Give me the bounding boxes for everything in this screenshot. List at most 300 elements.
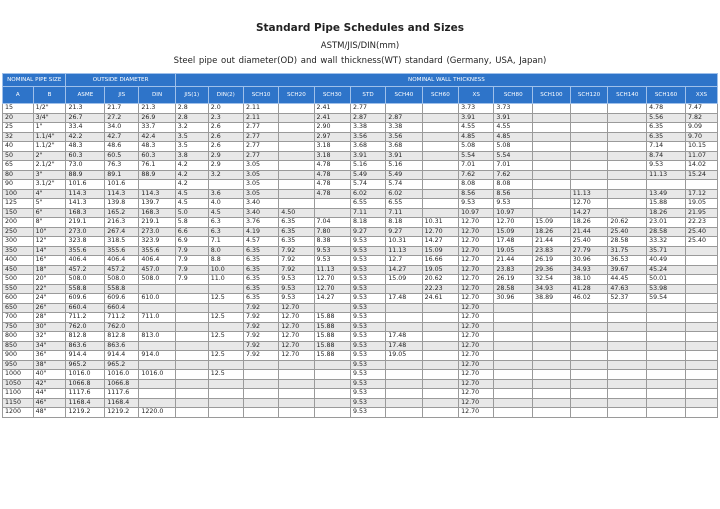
table-cell: 165.2 [105, 208, 139, 218]
table-cell: 9.53 [459, 199, 494, 209]
table-cell: 9.53 [350, 256, 385, 266]
table-cell: 7.14 [647, 142, 686, 152]
table-cell [608, 370, 647, 380]
table-cell: 7.92 [243, 303, 278, 313]
table-cell: 9.70 [685, 132, 717, 142]
table-cell [279, 398, 314, 408]
table-cell: 7.92 [279, 256, 314, 266]
table-cell [279, 370, 314, 380]
table-cell: 7.9 [175, 256, 208, 266]
column-header-sch40: SCH40 [386, 87, 422, 104]
table-cell [608, 408, 647, 418]
table-cell: 150 [3, 208, 34, 218]
table-cell [279, 360, 314, 370]
table-cell: 6.35 [243, 294, 278, 304]
table-cell [139, 360, 175, 370]
table-cell: 813.0 [139, 332, 175, 342]
table-cell: 3.2 [208, 170, 243, 180]
table-cell [608, 360, 647, 370]
table-cell [685, 398, 717, 408]
table-cell [685, 408, 717, 418]
table-cell: 7.92 [243, 332, 278, 342]
table-cell: 219.1 [66, 218, 105, 228]
table-cell: 39.67 [608, 265, 647, 275]
table-cell: 6.35 [279, 237, 314, 247]
table-cell: 12.70 [459, 322, 494, 332]
table-cell: 48.6 [105, 142, 139, 152]
table-cell: 12.70 [279, 303, 314, 313]
table-cell: 3.05 [243, 170, 278, 180]
table-cell [243, 398, 278, 408]
table-cell: 76.1 [139, 161, 175, 171]
table-cell: 250 [3, 227, 34, 237]
table-cell: 9.53 [314, 256, 350, 266]
table-cell [139, 398, 175, 408]
table-cell [533, 379, 571, 389]
table-cell: 8.08 [494, 180, 533, 190]
table-cell: 34.0 [105, 123, 139, 133]
table-cell [608, 332, 647, 342]
table-cell: 1/2" [33, 104, 66, 114]
table-cell: 26.9 [139, 113, 175, 123]
table-row [3, 313, 718, 323]
table-cell: 20.62 [422, 275, 458, 285]
table-cell: 609.6 [105, 294, 139, 304]
table-cell: 711.2 [105, 313, 139, 323]
table-cell: 11.13 [570, 189, 608, 199]
table-cell [533, 170, 571, 180]
table-cell: 34" [33, 341, 66, 351]
table-cell: 2.41 [314, 104, 350, 114]
table-cell [533, 123, 571, 133]
table-cell: 26" [33, 303, 66, 313]
table-cell: 7.92 [243, 322, 278, 332]
column-header-xs: XS [459, 87, 494, 104]
table-cell: 3.18 [314, 151, 350, 161]
table-cell [243, 408, 278, 418]
table-cell: 600 [3, 294, 34, 304]
table-cell: 3.40 [243, 208, 278, 218]
table-cell: 200 [3, 218, 34, 228]
table-cell: 14.27 [314, 294, 350, 304]
table-cell: 558.8 [105, 284, 139, 294]
table-cell: 11.13 [386, 246, 422, 256]
table-cell: 1117.6 [66, 389, 105, 399]
table-cell: 355.6 [105, 246, 139, 256]
table-cell: 12.70 [459, 332, 494, 342]
table-cell [208, 398, 243, 408]
table-cell: 14.27 [422, 237, 458, 247]
table-cell: 18.26 [533, 227, 571, 237]
table-cell [175, 322, 208, 332]
table-cell: 4.0 [208, 199, 243, 209]
table-cell [608, 322, 647, 332]
table-cell: 350 [3, 246, 34, 256]
table-cell: 7.01 [494, 161, 533, 171]
table-cell: 33.32 [647, 237, 686, 247]
table-cell: 12.70 [279, 322, 314, 332]
table-cell: 48" [33, 408, 66, 418]
table-cell: 44" [33, 389, 66, 399]
table-cell: 9.53 [350, 284, 385, 294]
table-cell: 17.48 [386, 294, 422, 304]
pipe-schedule-table [2, 73, 718, 418]
table-cell [175, 379, 208, 389]
table-cell [279, 180, 314, 190]
table-cell [422, 370, 458, 380]
column-header-din: DIN [139, 87, 175, 104]
table-cell: 30" [33, 322, 66, 332]
table-cell: 29.36 [533, 265, 571, 275]
table-cell: 12.70 [494, 218, 533, 228]
table-cell [139, 284, 175, 294]
table-cell: 21.44 [494, 256, 533, 266]
outside-diameter-header: OUTSIDE DIAMETER [66, 74, 175, 87]
table-cell: 610.0 [139, 294, 175, 304]
table-cell [279, 104, 314, 114]
table-cell: 8.56 [494, 189, 533, 199]
table-cell: 21.3 [66, 104, 105, 114]
standards-subtitle: ASTM/JIS/DIN(mm) [320, 41, 400, 51]
table-row [3, 237, 718, 247]
table-cell: 19.05 [386, 351, 422, 361]
table-cell: 355.6 [66, 246, 105, 256]
table-row [3, 389, 718, 399]
table-cell: 7.9 [175, 275, 208, 285]
table-cell [494, 360, 533, 370]
table-cell: 5.8 [175, 218, 208, 228]
table-cell [570, 322, 608, 332]
table-cell: 3.18 [314, 142, 350, 152]
table-cell: 9.53 [350, 379, 385, 389]
table-cell: 6.35 [243, 246, 278, 256]
table-cell: 9.53 [350, 265, 385, 275]
table-cell [533, 341, 571, 351]
table-cell [685, 360, 717, 370]
table-cell [279, 142, 314, 152]
table-cell [386, 284, 422, 294]
table-cell [570, 313, 608, 323]
table-cell: 21.7 [105, 104, 139, 114]
table-cell: 1.1/2" [33, 142, 66, 152]
table-cell: 6.3 [208, 227, 243, 237]
table-row [3, 123, 718, 133]
table-cell: 12.5 [208, 313, 243, 323]
table-cell [386, 389, 422, 399]
table-row [3, 180, 718, 190]
table-cell: 6" [33, 208, 66, 218]
table-cell [139, 322, 175, 332]
table-cell: 42" [33, 379, 66, 389]
table-cell [533, 322, 571, 332]
table-cell [422, 303, 458, 313]
table-cell [422, 199, 458, 209]
table-cell: 2.90 [314, 123, 350, 133]
table-cell: 12.70 [459, 246, 494, 256]
table-cell: 323.8 [66, 237, 105, 247]
table-cell: 1.1/4" [33, 132, 66, 142]
table-cell: 35.71 [647, 246, 686, 256]
table-cell [208, 322, 243, 332]
table-cell: 2.8 [175, 104, 208, 114]
table-cell: 12.70 [314, 284, 350, 294]
table-cell: 16" [33, 256, 66, 266]
table-cell: 34.93 [570, 265, 608, 275]
table-cell: 4.2 [175, 180, 208, 190]
table-cell: 14.27 [386, 265, 422, 275]
table-cell [314, 360, 350, 370]
table-row [3, 208, 718, 218]
table-cell: 18.26 [647, 208, 686, 218]
table-cell: 2.77 [243, 132, 278, 142]
table-cell: 100 [3, 189, 34, 199]
table-cell [647, 408, 686, 418]
table-cell [570, 389, 608, 399]
table-cell: 914.4 [105, 351, 139, 361]
table-cell: 6.55 [386, 199, 422, 209]
table-cell [279, 123, 314, 133]
table-cell [386, 408, 422, 418]
table-cell [608, 208, 647, 218]
table-cell: 30.96 [570, 256, 608, 266]
table-cell: 14" [33, 246, 66, 256]
table-cell: 19.05 [494, 246, 533, 256]
table-cell: 7.01 [459, 161, 494, 171]
column-header-sch140: SCH140 [608, 87, 647, 104]
table-cell: 800 [3, 332, 34, 342]
table-cell: 2.6 [208, 142, 243, 152]
table-cell: 15.24 [685, 170, 717, 180]
column-header-sch60: SCH60 [422, 87, 458, 104]
table-cell [533, 351, 571, 361]
table-cell [608, 104, 647, 114]
table-cell: 609.6 [66, 294, 105, 304]
table-cell: 28.58 [647, 227, 686, 237]
table-cell [314, 379, 350, 389]
table-cell: 2.9 [208, 151, 243, 161]
table-cell: 25.40 [685, 227, 717, 237]
table-cell: 22.23 [422, 284, 458, 294]
table-cell: 42.4 [139, 132, 175, 142]
table-cell [175, 370, 208, 380]
table-cell: 3.38 [386, 123, 422, 133]
table-cell: 2.3 [208, 113, 243, 123]
table-row [3, 132, 718, 142]
table-cell: 9.53 [350, 237, 385, 247]
table-cell [422, 113, 458, 123]
table-cell: 20" [33, 275, 66, 285]
table-cell: 12.5 [208, 294, 243, 304]
table-row [3, 332, 718, 342]
table-cell: 21.44 [533, 237, 571, 247]
table-cell: 9.53 [279, 284, 314, 294]
table-cell: 4.5 [175, 199, 208, 209]
table-cell [533, 313, 571, 323]
table-cell [422, 142, 458, 152]
table-cell: 6.35 [243, 265, 278, 275]
table-cell: 3.76 [243, 218, 278, 228]
table-cell [279, 151, 314, 161]
table-cell: 3.6 [208, 189, 243, 199]
table-cell [494, 332, 533, 342]
table-cell: 10.97 [459, 208, 494, 218]
column-header-sch120: SCH120 [570, 87, 608, 104]
table-cell: 1219.2 [105, 408, 139, 418]
table-cell [533, 199, 571, 209]
column-header-sch30: SCH30 [314, 87, 350, 104]
table-cell [422, 189, 458, 199]
table-cell: 5.54 [494, 151, 533, 161]
table-cell [139, 180, 175, 190]
table-cell: 12.70 [459, 398, 494, 408]
column-header-jis: JIS [105, 87, 139, 104]
table-cell [386, 360, 422, 370]
table-cell: 12.70 [279, 332, 314, 342]
table-cell: 914.4 [66, 351, 105, 361]
table-cell: 9.53 [647, 161, 686, 171]
table-cell: 10.31 [422, 218, 458, 228]
table-cell: 4.2 [175, 170, 208, 180]
table-cell [570, 370, 608, 380]
table-cell: 4.78 [314, 161, 350, 171]
table-cell: 3.91 [494, 113, 533, 123]
table-cell [314, 303, 350, 313]
table-cell: 900 [3, 351, 34, 361]
table-cell: 23.83 [494, 265, 533, 275]
table-cell [647, 180, 686, 190]
table-cell [422, 332, 458, 342]
table-cell [608, 170, 647, 180]
table-cell: 965.2 [105, 360, 139, 370]
table-cell [422, 351, 458, 361]
table-cell: 9.27 [386, 227, 422, 237]
table-cell: 8.74 [647, 151, 686, 161]
table-cell: 20 [3, 113, 34, 123]
table-cell: 508.0 [105, 275, 139, 285]
table-body [3, 104, 718, 418]
table-cell: 4" [33, 189, 66, 199]
table-cell: 50 [3, 151, 34, 161]
table-cell: 7.92 [279, 265, 314, 275]
table-row [3, 379, 718, 389]
table-cell: 2.77 [243, 142, 278, 152]
table-cell: 12.70 [459, 408, 494, 418]
table-cell: 457.2 [66, 265, 105, 275]
table-cell: 88.9 [139, 170, 175, 180]
table-cell: 4.5 [208, 208, 243, 218]
table-cell: 48.3 [139, 142, 175, 152]
table-cell: 3.05 [243, 180, 278, 190]
table-cell [608, 132, 647, 142]
table-cell: 4.57 [243, 237, 278, 247]
table-cell: 12.70 [459, 218, 494, 228]
table-cell [647, 341, 686, 351]
document-header [0, 0, 720, 72]
table-row [3, 322, 718, 332]
table-cell [279, 379, 314, 389]
table-cell: 2.8 [175, 113, 208, 123]
table-cell [175, 408, 208, 418]
table-cell: 2.77 [350, 104, 385, 114]
table-cell: 762.0 [66, 322, 105, 332]
table-cell [175, 294, 208, 304]
table-cell: 3.8 [175, 151, 208, 161]
table-cell [314, 370, 350, 380]
table-cell [422, 322, 458, 332]
table-cell: 12.70 [459, 284, 494, 294]
table-cell [422, 151, 458, 161]
table-row [3, 360, 718, 370]
table-cell: 7.92 [243, 351, 278, 361]
table-cell: 812.8 [105, 332, 139, 342]
table-cell: 15.88 [647, 199, 686, 209]
table-cell: 13.49 [647, 189, 686, 199]
table-row [3, 370, 718, 380]
column-header-std: STD [350, 87, 385, 104]
table-cell: 10.97 [494, 208, 533, 218]
table-cell: 12.70 [459, 303, 494, 313]
table-cell: 863.6 [105, 341, 139, 351]
table-cell [314, 208, 350, 218]
table-cell [533, 303, 571, 313]
table-cell: 12.70 [459, 275, 494, 285]
table-cell: 23.83 [533, 246, 571, 256]
table-cell: 12.70 [570, 199, 608, 209]
table-cell: 30.96 [494, 294, 533, 304]
table-cell [139, 341, 175, 351]
table-cell: 6.35 [279, 227, 314, 237]
table-cell: 33.4 [66, 123, 105, 133]
table-cell: 9.53 [314, 246, 350, 256]
table-row [3, 303, 718, 313]
table-cell: 914.0 [139, 351, 175, 361]
table-cell: 14.02 [685, 161, 717, 171]
table-cell: 400 [3, 256, 34, 266]
table-cell: 46" [33, 398, 66, 408]
table-cell: 12.70 [279, 313, 314, 323]
table-cell [139, 303, 175, 313]
column-header-sch100: SCH100 [533, 87, 571, 104]
table-cell [570, 341, 608, 351]
table-cell: 9.09 [685, 123, 717, 133]
table-cell: 53.98 [647, 284, 686, 294]
table-cell: 7.62 [494, 170, 533, 180]
table-cell: 700 [3, 313, 34, 323]
table-row [3, 113, 718, 123]
table-cell: 5.49 [386, 170, 422, 180]
table-cell [685, 313, 717, 323]
table-cell [608, 151, 647, 161]
table-cell: 26.19 [533, 256, 571, 266]
table-cell: 9.53 [350, 332, 385, 342]
table-cell: 139.8 [105, 199, 139, 209]
table-cell: 44.45 [608, 275, 647, 285]
table-cell [208, 284, 243, 294]
table-cell: 457.2 [105, 265, 139, 275]
table-cell [422, 208, 458, 218]
table-cell: 1066.8 [66, 379, 105, 389]
table-cell: 12.70 [459, 360, 494, 370]
table-cell: 1200 [3, 408, 34, 418]
table-cell [314, 389, 350, 399]
table-cell [570, 379, 608, 389]
table-cell: 5.54 [459, 151, 494, 161]
table-row [3, 246, 718, 256]
table-cell [685, 275, 717, 285]
table-cell [175, 313, 208, 323]
table-row [3, 161, 718, 171]
table-cell: 2.6 [208, 123, 243, 133]
